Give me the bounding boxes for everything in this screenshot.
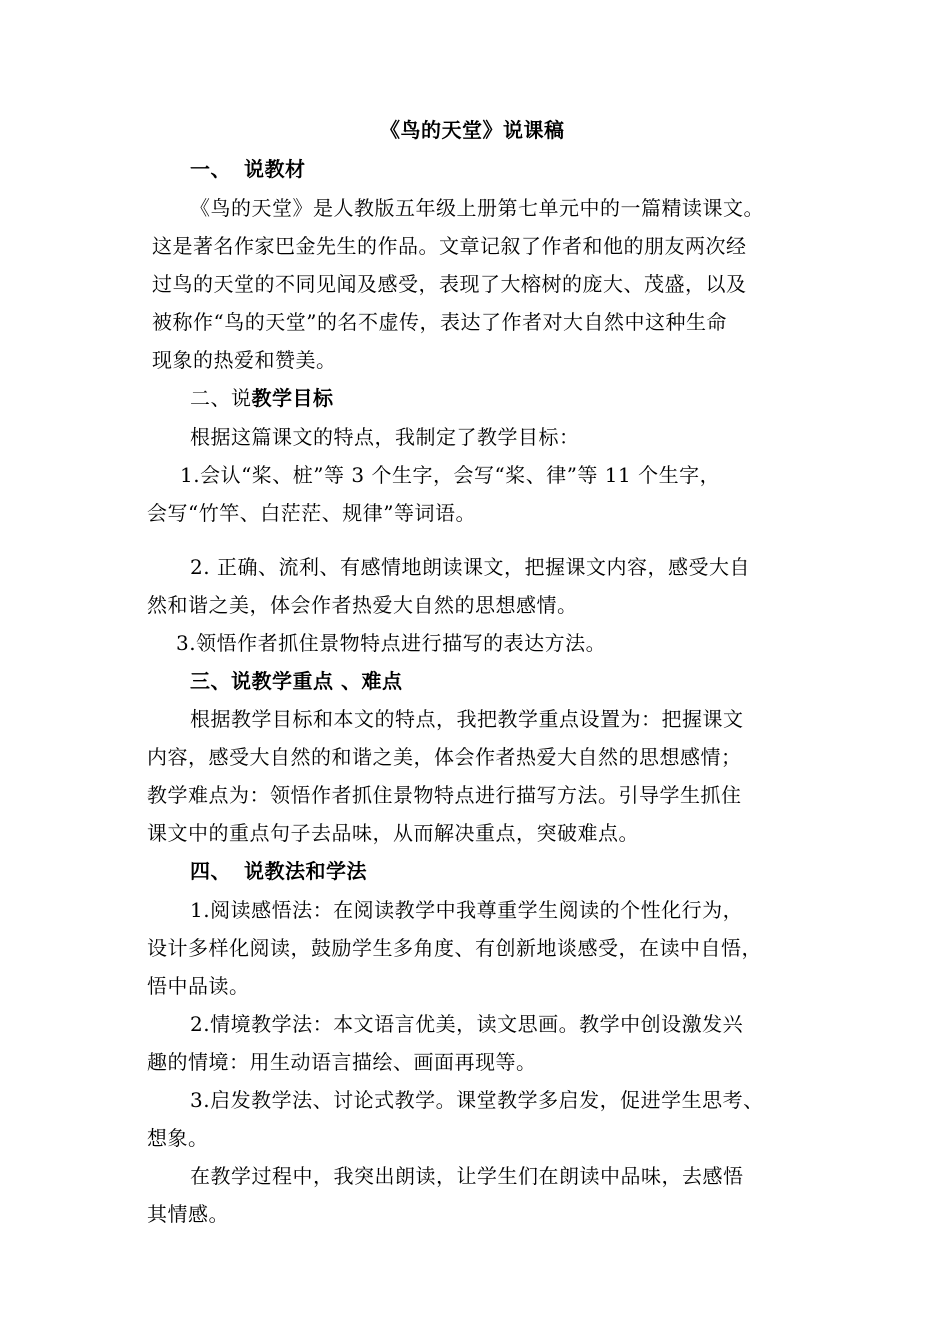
page-title: 《鸟的天堂》说课稿 (380, 118, 565, 142)
section1-paragraph-line: 《鸟的天堂》是人教版五年级上册第七单元中的一篇精读课文。 (190, 196, 764, 220)
closing-line: 其情感。 (147, 1202, 229, 1226)
section1-paragraph-line: 这是著名作家巴金先生的作品。文章记叙了作者和他的朋友两次经 (152, 234, 747, 258)
section3-paragraph-line: 内容，感受大自然的和谐之美，体会作者热爱大自然的思想感情； (147, 745, 742, 769)
section1-paragraph-line: 过鸟的天堂的不同见闻及感受，表现了大榕树的庞大、茂盛，以及 (152, 272, 747, 296)
section2-heading (190, 384, 334, 412)
section2-heading-prefix: 二、说 (190, 386, 252, 410)
method1-line: 1.阅读感悟法：在阅读教学中我尊重学生阅读的个性化行为， (190, 898, 744, 922)
section1-heading: 说教材 (244, 157, 306, 181)
section1-heading-number: 一、 (190, 157, 231, 181)
goal3: 3.领悟作者抓住景物特点进行描写的表达方法。 (176, 631, 607, 655)
section2-heading-bold: 教学目标 (251, 386, 334, 410)
section3-paragraph-line: 根据教学目标和本文的特点，我把教学重点设置为：把握课文 (190, 707, 744, 731)
method2-line: 2.情境教学法：本文语言优美，读文思画。教学中创设激发兴 (190, 1012, 744, 1036)
goal1-line2: 会写“竹竿、白茫茫、规律”等词语。 (147, 501, 476, 525)
section3-paragraph-line: 课文中的重点句子去品味，从而解决重点，突破难点。 (147, 821, 639, 845)
section4-heading-number: 四、 (190, 859, 231, 883)
closing-line: 在教学过程中，我突出朗读，让学生们在朗读中品味，去感悟 (190, 1164, 744, 1188)
goal2-line2: 然和谐之美，体会作者热爱大自然的思想感情。 (147, 593, 578, 617)
section3-paragraph-line: 教学难点为：领悟作者抓住景物特点进行描写方法。引导学生抓住 (147, 783, 742, 807)
section2-intro: 根据这篇课文的特点，我制定了教学目标： (190, 425, 580, 449)
method2-line: 趣的情境：用生动语言描绘、画面再现等。 (147, 1050, 537, 1074)
section1-paragraph-line: 现象的热爱和赞美。 (152, 348, 337, 372)
goal1-line1: 1.会认“桨、桩”等 3 个生字，会写“桨、律”等 11 个生字， (180, 463, 721, 487)
section3-heading: 三、说教学重点 、难点 (190, 669, 403, 693)
goal2-line1: 2. 正确、流利、有感情地朗读课文，把握课文内容，感受大自 (190, 555, 750, 579)
method1-line: 悟中品读。 (147, 974, 250, 998)
method3-line: 3.启发教学法、讨论式教学。课堂教学多启发，促进学生思考、 (190, 1088, 764, 1112)
section4-heading: 说教法和学法 (244, 859, 367, 883)
method3-line: 想象。 (147, 1126, 209, 1150)
section1-paragraph-line: 被称作“鸟的天堂”的名不虚传，表达了作者对大自然中这种生命 (152, 310, 727, 334)
method1-line: 设计多样化阅读，鼓励学生多角度、有创新地谈感受，在读中自悟， (147, 936, 762, 960)
